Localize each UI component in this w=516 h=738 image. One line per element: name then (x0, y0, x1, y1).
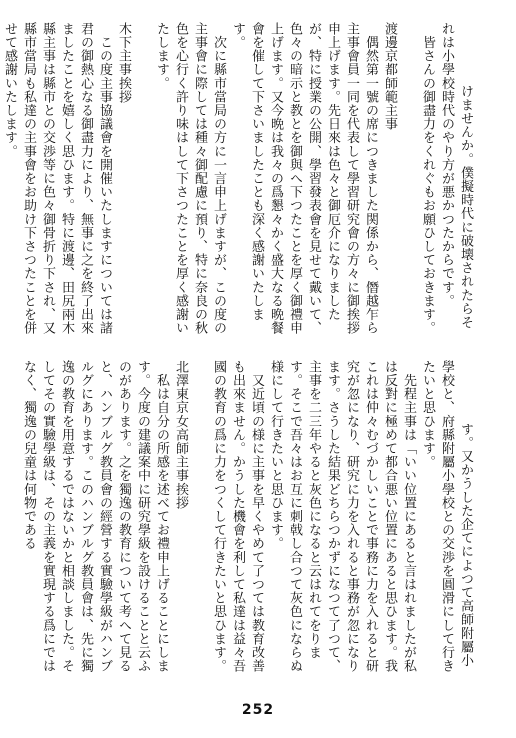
bottom-text-block (22, 360, 494, 680)
page-number: 252 (241, 702, 275, 718)
bottom-text: す。又かうした企てによつて高師附屬小學校と、府縣附屬小學校との交渉を圓滑にして行きたいと思ひます。 先程主事は「いい位置にあると言はれましたが私は反對に極めて都合悪い位置にあると思ひます。我これは仲々むづかしいことで事務に力を入れると研究が忽になり、研究に力を入れると事務が忽になります。さうした結果どちらつかずになつて了つて、主事を二三年やると灰色になると云はれてをります。そこで吾々はお互に刺戟し合つて灰色にならぬ様にして行きたいと思ひます。 又近頃の様に主事を早くやめて了つては教育改善も出來ません。かうした機會を利して私達は益々吾國の教育の爲に力をつくして行きたいと思ひます。 北澤東京女高師主事挨拶 私は自分の所感を述べてお禮申上げることにします。今度の建議案中に研究學級を設けることと云ふのがあります。之を獨逸の教育について考へて見ると、ハンブルグ教員會の經營する實驗學級がハンブルグにあります。このハンブルグ教員會は、先に獨逸の教育を用意するではないかと相談しました。そしてその實驗學級は、その主義を實現する爲にではなく、獨逸の兒童は何物である (21, 360, 473, 673)
top-text-block (2, 22, 494, 342)
top-text: けませんか。僕擬時代に破壊されたらそれは小學校時代のやり方が悪かつたからです。 皆さんの御盡力をくれぐもお願ひしておきます。 渡邊京都師範主事 偶然第一號の席につきました関係から、僭越乍ら主事會員一同を代表して學習研究會の方々に御挨拶申上げます。先日來は色々と御厄介になりましたが、特に授業の公開、學習發表會を見せて戴いて、色々の暗示と教とを御與へ下つたことを厚く御禮申上げます。又今晩は我々の爲懇々かく盛大なる晩餐會を催して下さいましたことも深く感謝いたします。 次に縣市當局の方に一言申上げますが、この度の主事會に際しては種々御配慮に預り、特に奈良の秋色を心行く許り味はして下さつたことを厚く感謝いたします。 木下主事挨拶 この度主事協議會を開催いたしますについては諸君の御熱心なる御盡力により、無事に之を終了出來ましたことを嬉しく思ひます。特に渡邊、田尻兩木縣主事は縣市との交渉等に色々御骨折り下され、又縣市當局も私達の主事會をお助け下さつたことを併せて感謝いたします。 (2, 22, 473, 335)
